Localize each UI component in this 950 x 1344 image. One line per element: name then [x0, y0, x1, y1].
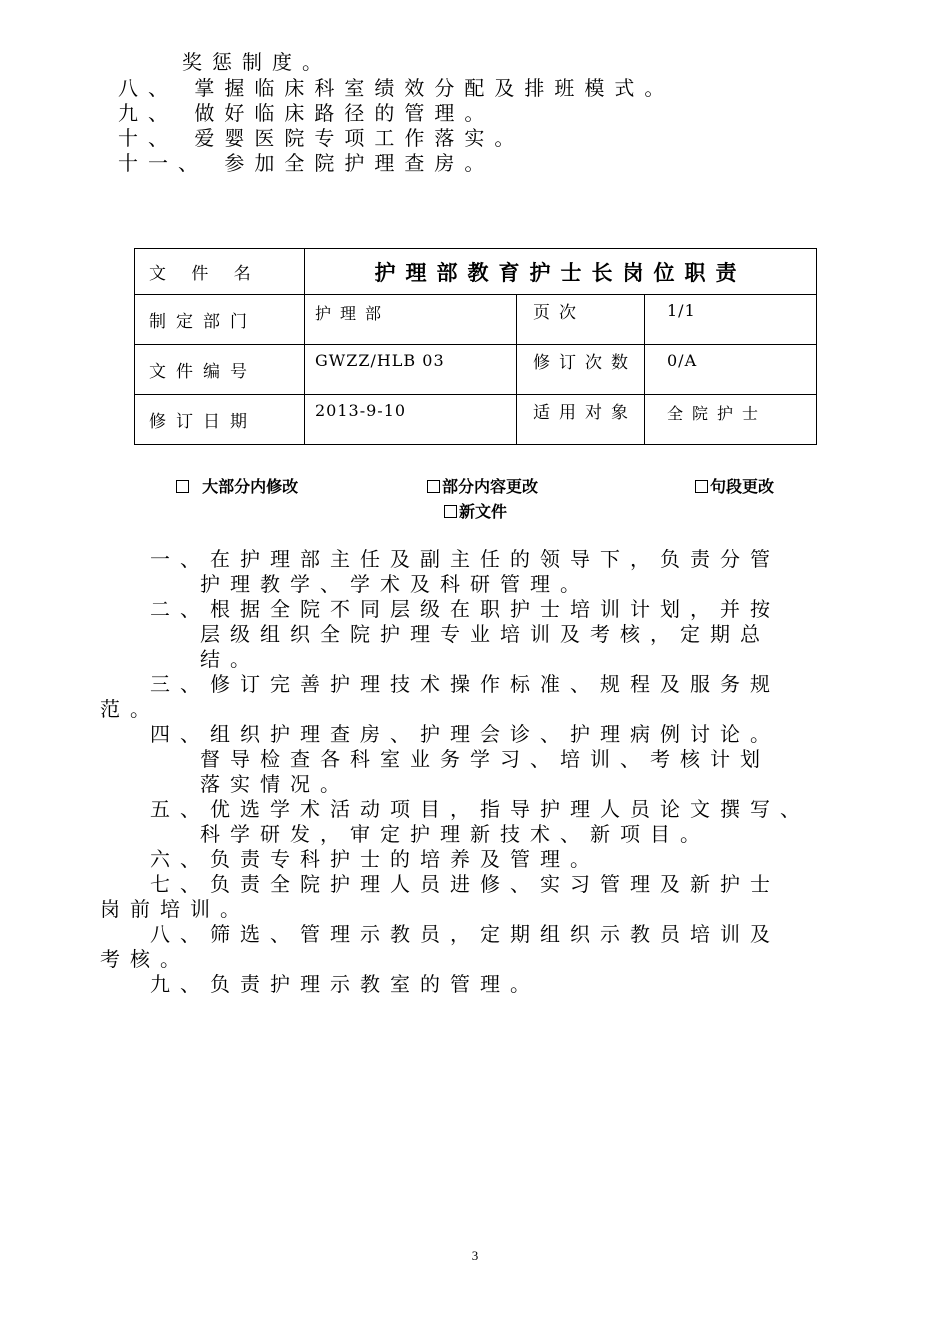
checkbox-icon: [444, 505, 457, 518]
text-line: 九、 做好临床路径的管理。: [118, 101, 495, 125]
duty-item-cont: 范。: [100, 697, 160, 721]
page-label: 页次: [517, 295, 645, 345]
partial-change-option: [427, 474, 538, 497]
sentence-change-option: [695, 474, 774, 497]
revision-label: 修订次数: [517, 345, 645, 395]
duty-item: 五、优选学术活动项目，指导护理人员论文撰写、: [150, 797, 810, 821]
document-title: 护理部教育护士长岗位职责: [305, 249, 817, 295]
duty-item: 八、筛选、管理示教员，定期组织示教员培训及: [150, 922, 780, 946]
page-value: 1/1: [645, 295, 817, 345]
text-line: 十、 爱婴医院专项工作落实。: [118, 126, 525, 150]
duty-item-cont: 护理教学、学术及科研管理。: [200, 572, 590, 596]
text-line: 奖惩制度。: [182, 50, 332, 74]
duty-item-cont: 层级组织全院护理专业培训及考核，定期总: [200, 622, 770, 646]
document-info-table: [134, 248, 817, 445]
duty-item-cont: 岗前培训。: [100, 897, 250, 921]
page-number: 3: [471, 1248, 479, 1263]
duty-item-cont: 落实情况。: [200, 772, 350, 796]
date-label: 修订日期: [135, 395, 305, 445]
text-line: 十一、 参加全院护理查房。: [118, 151, 495, 175]
duty-item-cont: 结。: [200, 647, 260, 671]
duty-item: 六、负责专科护士的培养及管理。: [150, 847, 600, 871]
duty-item: 一、在护理部主任及副主任的领导下，负责分管: [150, 547, 780, 571]
major-change-option: [176, 474, 298, 497]
duty-item-cont: 督导检查各科室业务学习、培训、考核计划: [200, 747, 770, 771]
duty-item: 九、负责护理示教室的管理。: [150, 972, 540, 996]
doc-no-label: 文件编号: [135, 345, 305, 395]
file-name-label: 文 件 名: [135, 249, 305, 295]
text-line: 八、 掌握临床科室绩效分配及排班模式。: [118, 76, 675, 100]
duty-item: 四、组织护理查房、护理会诊、护理病例讨论。: [150, 722, 780, 746]
checkbox-icon: [176, 480, 189, 493]
checkbox-icon: [427, 480, 440, 493]
partial-change-label: 部分内容更改: [442, 477, 539, 496]
duty-item: 七、负责全院护理人员进修、实习管理及新护士: [150, 872, 780, 896]
duty-item: 三、修订完善护理技术操作标准、规程及服务规: [150, 672, 780, 696]
dept-label: 制定部门: [135, 295, 305, 345]
new-file-label: 新文件: [459, 502, 508, 521]
date-value: 2013-9-10: [305, 395, 517, 445]
duty-item: 二、根据全院不同层级在职护士培训计划，并按: [150, 597, 780, 621]
new-file-option: [444, 499, 507, 522]
scope-value: 全院护士: [645, 395, 817, 445]
doc-no-value: GWZZ/HLB 03: [305, 345, 517, 395]
duty-item-cont: 考核。: [100, 947, 190, 971]
major-change-label: 大部分内修改: [202, 477, 299, 496]
checkbox-icon: [695, 480, 708, 493]
revision-value: 0/A: [645, 345, 817, 395]
dept-value: 护理部: [305, 295, 517, 345]
duty-item-cont: 科学研发，审定护理新技术、新项目。: [200, 822, 710, 846]
sentence-change-label: 句段更改: [710, 477, 775, 496]
scope-label: 适用对象: [517, 395, 645, 445]
